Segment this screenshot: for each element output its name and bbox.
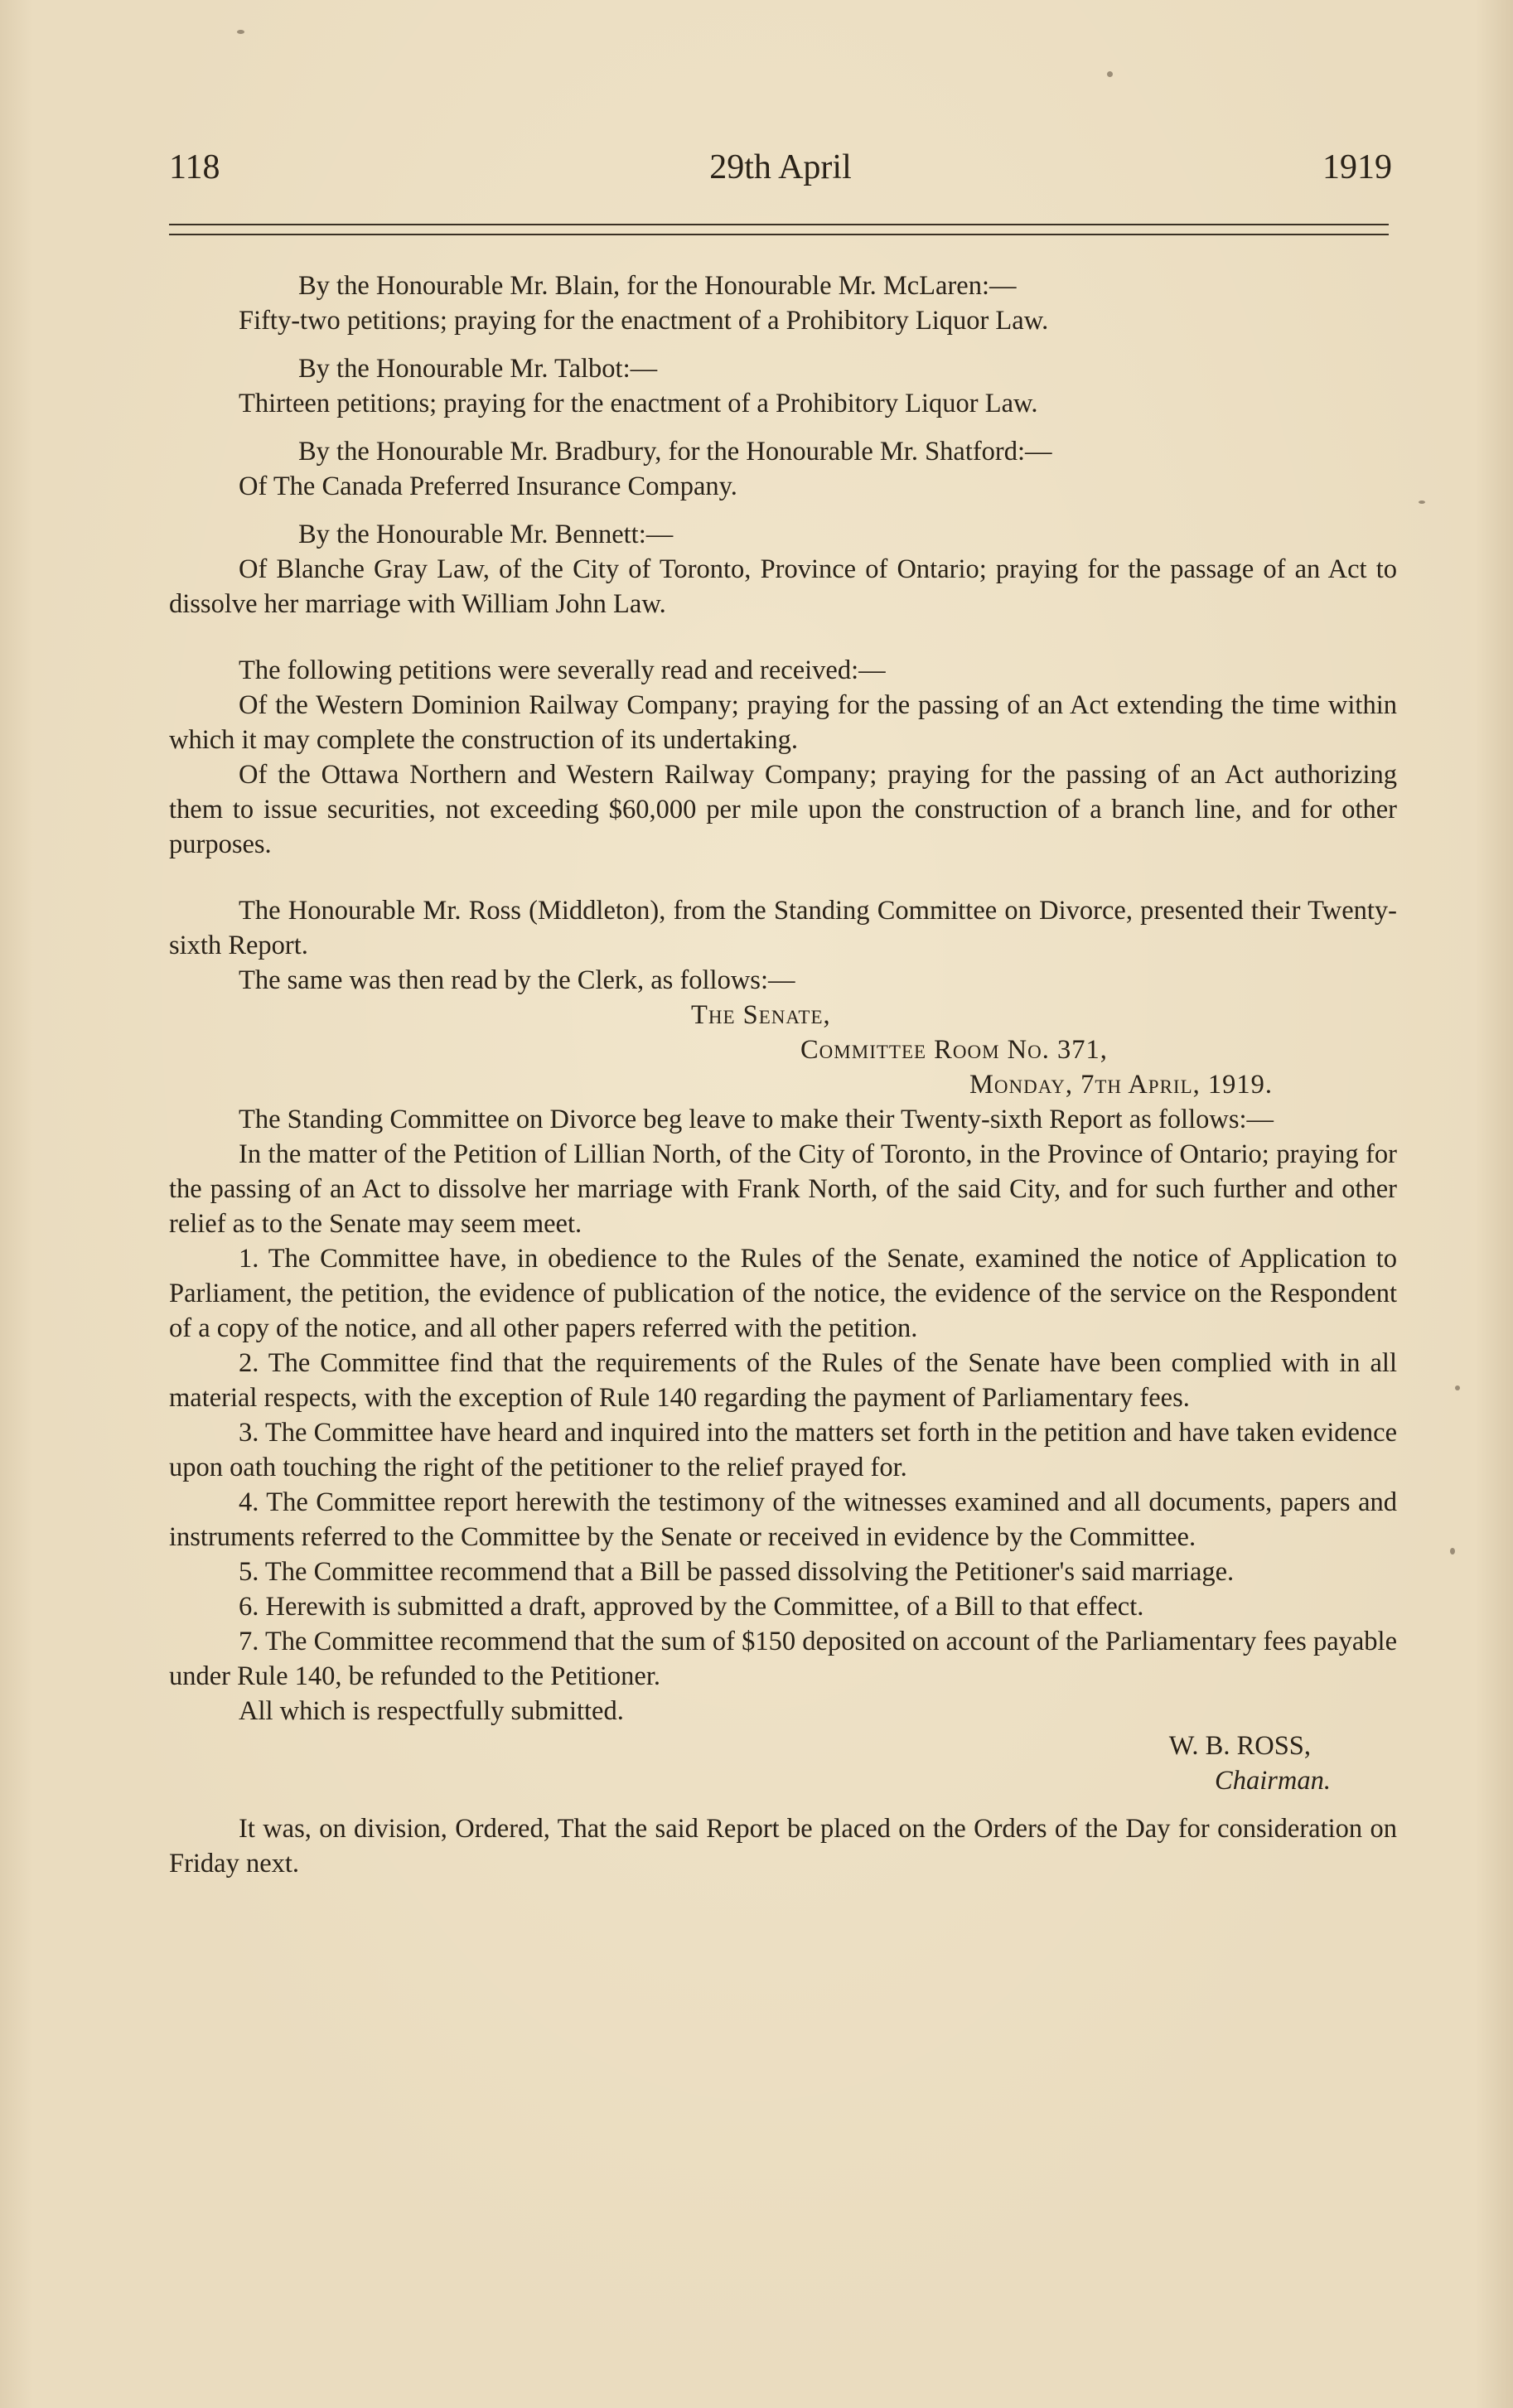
paper-speck [1455,1385,1460,1390]
signatory-title: Chairman. [1215,1766,1331,1796]
petition-western-dominion: Of the Western Dominion Railway Company; praying for the passing of an Act extending the time within which it may complete the construction of its undertaking. [169,690,1397,755]
report-heading-senate [169,998,1397,1032]
petition-text-talbot: Thirteen petitions; praying for the enactment of a Prohibitory Liquor Law. [239,389,1038,418]
petition-ottawa-northern: Of the Ottawa Northern and Western Railway Company; praying for the passing of an Act authorizing them to issue securities, not exceeding $60,000 per mile upon the construction of a branch line, and for other purposes. [169,760,1397,859]
report-heading-room [169,1032,1397,1067]
report-presented-statement: The Honourable Mr. Ross (Middleton), from the Standing Committee on Divorce, presented their Twenty-sixth Report. [169,896,1397,960]
senate-label: The Senate, [691,1000,831,1030]
page-number: 118 [169,148,220,186]
header-rule-bottom [169,234,1389,235]
report-item-7: 7. The Committee recommend that the sum of $150 deposited on account of the Parliamentary fees payable under Rule 140, be refunded to the Petitioner. [169,1627,1397,1691]
report-item-2: 2. The Committee find that the requirements of the Rules of the Senate have been complied with in all material respects, with the exception of Rule 140 regarding the payment of Parliamentary fees. [169,1348,1397,1413]
report-item-5: 5. The Committee recommend that a Bill be passed dissolving the Petitioner's said marriage. [239,1557,1235,1587]
report-intro: The Standing Committee on Divorce beg leave to make their Twenty-sixth Report as follows:— [239,1105,1274,1134]
report-item-6: 6. Herewith is submitted a draft, approved by the Committee, of a Bill to that effect. [239,1592,1144,1622]
report-read-statement: The same was then read by the Clerk, as follows:— [239,965,795,995]
petition-text-bradbury: Of The Canada Preferred Insurance Company. [239,471,737,501]
petition-text-blain: Fifty-two petitions; praying for the enactment of a Prohibitory Liquor Law. [239,306,1049,336]
page-year: 1919 [1322,148,1392,186]
running-head [169,143,1392,192]
report-matter: In the matter of the Petition of Lillian North, of the City of Toronto, in the Province of Ontario; praying for the passing of an Act to dissolve her marriage with Frank North, of the said City, and for such further and other relief as to the Senate may seem meet. [169,1139,1397,1239]
paper-speck [237,30,244,34]
report-date-label: Monday, 7th April, 1919. [969,1070,1274,1100]
signatory-name: W. B. ROSS, [1168,1731,1311,1761]
petition-presenter-bennett: By the Honourable Mr. Bennett:— [298,520,674,549]
page-date: 29th April [709,148,852,186]
committee-room-label: Committee Room No. 371, [800,1035,1108,1065]
paper-speck [1419,500,1425,504]
header-rule-top [169,224,1389,225]
paper-speck [1450,1548,1455,1555]
final-order: It was, on division, Ordered, That the said Report be placed on the Orders of the Day for consideration on Friday next. [169,1814,1397,1879]
report-item-4: 4. The Committee report herewith the testimony of the witnesses examined and all documents, papers and instruments referred to the Committee by the Senate or received in evidence by the Committee. [169,1487,1397,1552]
paper-speck [1107,71,1113,77]
petition-presenter-blain: By the Honourable Mr. Blain, for the Honourable Mr. McLaren:— [298,271,1017,301]
petition-text-bennett: Of Blanche Gray Law, of the City of Toronto, Province of Ontario; praying for the passage of an Act to dissolve her marriage with William John Law. [169,554,1397,619]
petition-presenter-bradbury: By the Honourable Mr. Bradbury, for the Honourable Mr. Shatford:— [298,437,1052,467]
report-heading-date [169,1067,1397,1102]
petitions-read-statement: The following petitions were severally read and received:— [239,655,886,685]
report-closing: All which is respectfully submitted. [239,1696,624,1726]
journal-body [169,268,1397,1881]
report-item-3: 3. The Committee have heard and inquired into the matters set forth in the petition and have taken evidence upon oath touching the right of the petitioner to the relief prayed for. [169,1418,1397,1482]
report-item-1: 1. The Committee have, in obedience to the Rules of the Senate, examined the notice of Application to Parliament, the petition, the evidence of publication of the notice, the evidence of the service on the Respondent of a copy of the notice, and all other papers referred with the petition. [169,1244,1397,1343]
petition-presenter-talbot: By the Honourable Mr. Talbot:— [298,354,658,384]
